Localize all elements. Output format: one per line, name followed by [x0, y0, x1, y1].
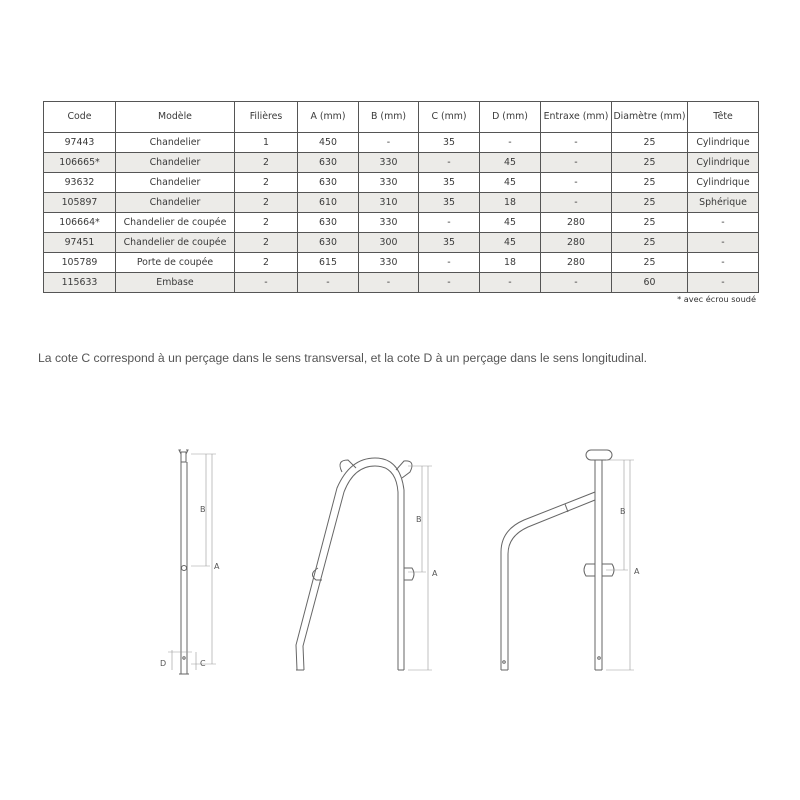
table-row [44, 173, 759, 193]
cell-a: 630 [298, 173, 359, 193]
cell-a: - [298, 273, 359, 293]
cell-diametre: 25 [612, 233, 688, 253]
cell-a: 630 [298, 233, 359, 253]
cell-d: - [480, 273, 541, 293]
cell-modele: Chandelier de coupée [116, 233, 235, 253]
cell-a: 610 [298, 193, 359, 213]
cell-b: 330 [359, 153, 419, 173]
cell-modele: Porte de coupée [116, 253, 235, 273]
fig3-label-a: A [634, 567, 640, 576]
cell-d: 45 [480, 233, 541, 253]
cell-d: 45 [480, 213, 541, 233]
cell-tete: - [688, 233, 759, 253]
cell-c: - [419, 213, 480, 233]
cell-diametre: 25 [612, 253, 688, 273]
cell-d: 45 [480, 173, 541, 193]
stanchion-side-view [168, 450, 216, 674]
cell-c: - [419, 253, 480, 273]
header-modele: Modèle [116, 102, 235, 133]
cell-diametre: 25 [612, 213, 688, 233]
cell-entraxe: - [541, 133, 612, 153]
cell-modele: Chandelier de coupée [116, 213, 235, 233]
table-row [44, 253, 759, 273]
fig1-label-d: D [160, 659, 167, 668]
cell-tete: Sphérique [688, 193, 759, 213]
cell-entraxe: - [541, 273, 612, 293]
cell-d: 45 [480, 153, 541, 173]
header-filieres: Filières [235, 102, 298, 133]
cell-filieres: 2 [235, 253, 298, 273]
cell-d: 18 [480, 253, 541, 273]
cell-b: - [359, 273, 419, 293]
cell-tete: - [688, 273, 759, 293]
technical-drawing [0, 430, 800, 690]
cell-c: - [419, 153, 480, 173]
cell-filieres: - [235, 273, 298, 293]
cell-a: 630 [298, 153, 359, 173]
table-row [44, 153, 759, 173]
cell-d: 18 [480, 193, 541, 213]
spec-table [43, 101, 759, 293]
header-c: C (mm) [419, 102, 480, 133]
cell-c: 35 [419, 233, 480, 253]
cell-modele: Chandelier [116, 173, 235, 193]
cell-tete: - [688, 213, 759, 233]
fig2-label-a: A [432, 569, 438, 578]
header-d: D (mm) [480, 102, 541, 133]
fig2-label-b: B [416, 515, 422, 524]
fig3-label-b: B [620, 507, 626, 516]
cell-entraxe: 280 [541, 253, 612, 273]
header-code: Code [44, 102, 116, 133]
fig1-label-c: C [200, 659, 206, 668]
table-row [44, 193, 759, 213]
cell-c: - [419, 273, 480, 293]
cell-b: - [359, 133, 419, 153]
cell-entraxe: - [541, 193, 612, 213]
cell-b: 300 [359, 233, 419, 253]
cell-modele: Chandelier [116, 193, 235, 213]
cell-code: 93632 [44, 173, 116, 193]
cell-tete: Cylindrique [688, 153, 759, 173]
cell-code: 106664* [44, 213, 116, 233]
cell-filieres: 2 [235, 173, 298, 193]
table-header-row [44, 102, 759, 133]
cell-a: 615 [298, 253, 359, 273]
table-row [44, 133, 759, 153]
cell-filieres: 1 [235, 133, 298, 153]
cell-filieres: 2 [235, 153, 298, 173]
gate-stanchion-view [296, 458, 432, 670]
cell-entraxe: 280 [541, 213, 612, 233]
header-entraxe: Entraxe (mm) [541, 102, 612, 133]
cell-entraxe: - [541, 153, 612, 173]
cell-c: 35 [419, 133, 480, 153]
cell-code: 105897 [44, 193, 116, 213]
cell-filieres: 2 [235, 233, 298, 253]
cell-a: 630 [298, 213, 359, 233]
table-row [44, 273, 759, 293]
cell-filieres: 2 [235, 193, 298, 213]
cell-code: 97443 [44, 133, 116, 153]
cell-code: 106665* [44, 153, 116, 173]
cell-c: 35 [419, 173, 480, 193]
cell-filieres: 2 [235, 213, 298, 233]
header-diametre: Diamètre (mm) [612, 102, 688, 133]
cell-diametre: 25 [612, 173, 688, 193]
cell-a: 450 [298, 133, 359, 153]
gate-post-view [501, 450, 634, 670]
cell-modele: Chandelier [116, 133, 235, 153]
cell-code: 105789 [44, 253, 116, 273]
cell-b: 330 [359, 213, 419, 233]
cell-diametre: 60 [612, 273, 688, 293]
fig1-label-b: B [200, 505, 206, 514]
cell-b: 310 [359, 193, 419, 213]
cell-modele: Chandelier [116, 153, 235, 173]
table-row [44, 233, 759, 253]
cell-d: - [480, 133, 541, 153]
cell-diametre: 25 [612, 133, 688, 153]
cell-entraxe: - [541, 173, 612, 193]
table-footnote: * avec écrou soudé [677, 294, 756, 304]
cell-modele: Embase [116, 273, 235, 293]
cell-diametre: 25 [612, 153, 688, 173]
cell-tete: Cylindrique [688, 173, 759, 193]
cell-tete: - [688, 253, 759, 273]
header-a: A (mm) [298, 102, 359, 133]
cell-code: 115633 [44, 273, 116, 293]
cell-c: 35 [419, 193, 480, 213]
header-b: B (mm) [359, 102, 419, 133]
table-row [44, 213, 759, 233]
cell-b: 330 [359, 253, 419, 273]
fig1-label-a: A [214, 562, 220, 571]
cell-code: 97451 [44, 233, 116, 253]
header-tete: Tête [688, 102, 759, 133]
cell-entraxe: 280 [541, 233, 612, 253]
cell-tete: Cylindrique [688, 133, 759, 153]
cell-b: 330 [359, 173, 419, 193]
cell-diametre: 25 [612, 193, 688, 213]
description-text: La cote C correspond à un perçage dans le sens transversal, et la cote D à un perçage dans le sens longitudinal. [38, 351, 648, 365]
